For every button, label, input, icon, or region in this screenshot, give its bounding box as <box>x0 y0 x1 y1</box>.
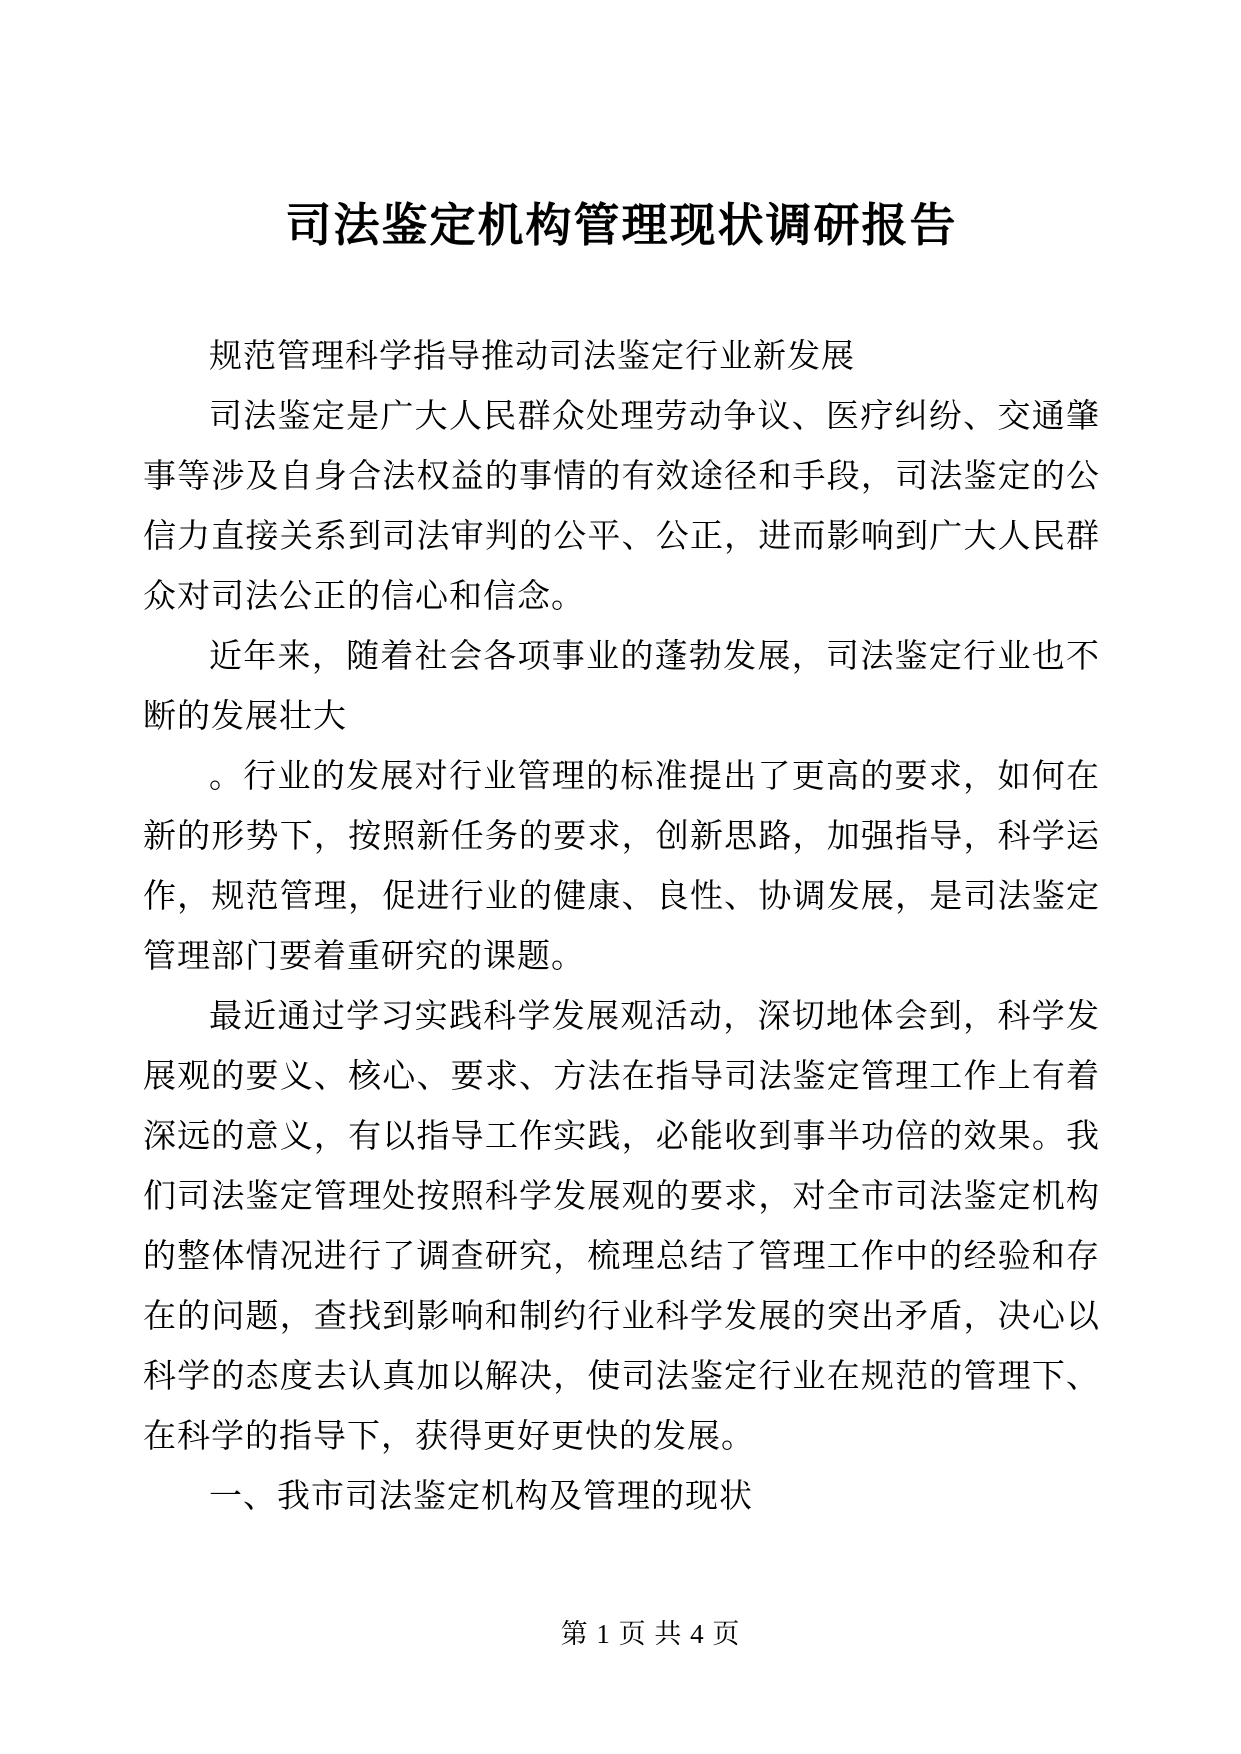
document-body <box>143 327 1100 1527</box>
page-title: 司法鉴定机构管理现状调研报告 <box>285 200 958 251</box>
footer-page-number: 第 1 页 共 4 页 <box>560 1619 741 1649</box>
paragraph: 最近通过学习实践科学发展观活动，深切地体会到，科学发展观的要义、核心、要求、方法在指导司法鉴定管理工作上有着深远的意义，有以指导工作实践，必能收到事半功倍的效果。我们司法鉴定管理处按照科学发展观的要求，对全市司法鉴定机构的整体情况进行了调查研究，梳理总结了管理工作中的经验和存在的问题，查找到影响和制约行业科学发展的突出矛盾，决心以科学的态度去认真加以解决，使司法鉴定行业在规范的管理下、在科学的指导下，获得更好更快的发展。 <box>143 999 1100 1455</box>
paragraph: 司法鉴定是广大人民群众处理劳动争议、医疗纠纷、交通肇事等涉及自身合法权益的事情的有效途径和手段，司法鉴定的公信力直接关系到司法审判的公平、公正，进而影响到广大人民群众对司法公正的信心和信念。 <box>143 399 1100 615</box>
paragraph: 近年来，随着社会各项事业的蓬勃发展，司法鉴定行业也不断的发展壮大 <box>143 639 1100 735</box>
section-heading: 一、我市司法鉴定机构及管理的现状 <box>209 1479 753 1515</box>
subtitle-line: 规范管理科学指导推动司法鉴定行业新发展 <box>209 339 855 375</box>
paragraph: 。行业的发展对行业管理的标准提出了更高的要求，如何在新的形势下，按照新任务的要求，创新思路，加强指导，科学运作，规范管理，促进行业的健康、良性、协调发展，是司法鉴定管理部门要着重研究的课题。 <box>143 759 1100 975</box>
